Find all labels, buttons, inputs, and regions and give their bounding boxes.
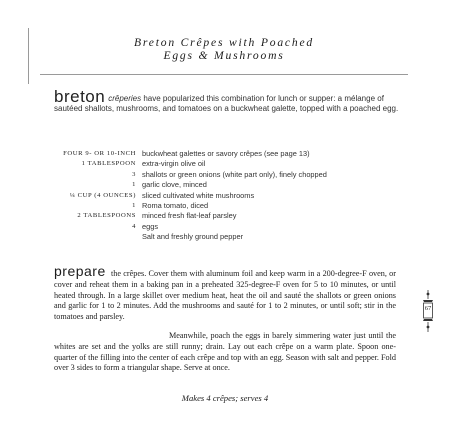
ingredient-item: Roma tomato, diced xyxy=(142,200,209,210)
ingredient-item: sliced cultivated white mushrooms xyxy=(142,190,255,200)
method-lead-word: prepare xyxy=(54,263,106,279)
ingredient-quantity: 1 xyxy=(132,201,136,209)
method-paragraph-1 xyxy=(54,263,396,323)
method-paragraph-2: Meanwhile, poach the eggs in barely simmering water just until the whites are set and the yolks are still runny; drain. Lay out each crêpe on a warm plate. Spoon one-quarter of the filling into the center of each crêpe and top with an egg. Season with salt and pepper. Fold over 3 sides to form a triangular shape. Serve at once. xyxy=(54,330,396,373)
intro-text: have popularized this combination for lunch or supper: a mélange of sautéed shallots, mushrooms, and tomatoes on a buckwheat galette, topped with a poached egg. xyxy=(54,94,399,113)
ingredient-quantity: 2 TABLESPOONS xyxy=(77,212,136,220)
ingredient-item: buckwheat galettes or savory crêpes (see page 13) xyxy=(142,149,310,158)
method-paragraph-1-text: the crêpes. Cover them with aluminum foil and keep warm in a 200-degree-F oven, or cover and reheat them in a baking pan in a preheated 325-degree-F oven for 5 to 10 minutes, or until heated through. In a large skillet over medium heat, heat the oil and sauté the shallots or green onions and garlic for 1 to 2 minutes. Add the mushrooms and sauté for 1 to 2 minutes, or until soft; stir in the tomatoes and parsley. xyxy=(54,269,396,322)
ingredient-row xyxy=(54,201,414,211)
ingredient-item: garlic clove, minced xyxy=(142,180,207,190)
ingredient-quantity: 1 xyxy=(132,181,136,189)
ingredient-row xyxy=(54,191,414,201)
recipe-yield: Makes 4 crêpes; serves 4 xyxy=(181,393,269,403)
ingredient-quantity: ¼ CUP (4 OUNCES) xyxy=(69,191,136,199)
ingredient-row xyxy=(54,222,414,232)
method-text xyxy=(54,263,396,374)
recipe-title-line-1: Breton Crêpes with Poached xyxy=(134,36,314,49)
intro-paragraph xyxy=(54,87,399,114)
ingredient-quantity: 4 xyxy=(132,222,136,230)
recipe-title-line-2: Eggs & Mushrooms xyxy=(163,49,285,62)
title-rule xyxy=(40,74,408,75)
ingredient-row xyxy=(54,170,414,180)
ingredient-row xyxy=(54,211,414,221)
vertical-rule xyxy=(28,28,29,84)
ingredient-quantity: FOUR 9- OR 10-INCH xyxy=(63,150,136,157)
ingredient-item: shallots or green onions (white part only), finely chopped xyxy=(142,169,327,179)
ingredient-quantity: 3 xyxy=(132,170,136,178)
ingredient-row xyxy=(54,159,414,169)
ingredient-item: Salt and freshly ground pepper xyxy=(142,232,244,242)
ingredient-item: extra-virgin olive oil xyxy=(142,159,206,169)
ingredient-item: eggs xyxy=(142,221,159,231)
ingredient-row xyxy=(54,149,414,159)
intro-lead-word: breton xyxy=(54,87,106,106)
ingredient-row xyxy=(54,232,414,242)
intro-italic-word: crêperies xyxy=(108,94,142,103)
ingredient-list xyxy=(54,149,414,243)
ingredient-quantity: 1 TABLESPOON xyxy=(81,160,136,168)
recipe-title xyxy=(40,36,408,62)
page-number: 67 xyxy=(424,305,432,312)
ingredient-row xyxy=(54,180,414,190)
page-folio xyxy=(421,290,435,332)
ingredient-item: minced fresh flat-leaf parsley xyxy=(142,211,237,221)
